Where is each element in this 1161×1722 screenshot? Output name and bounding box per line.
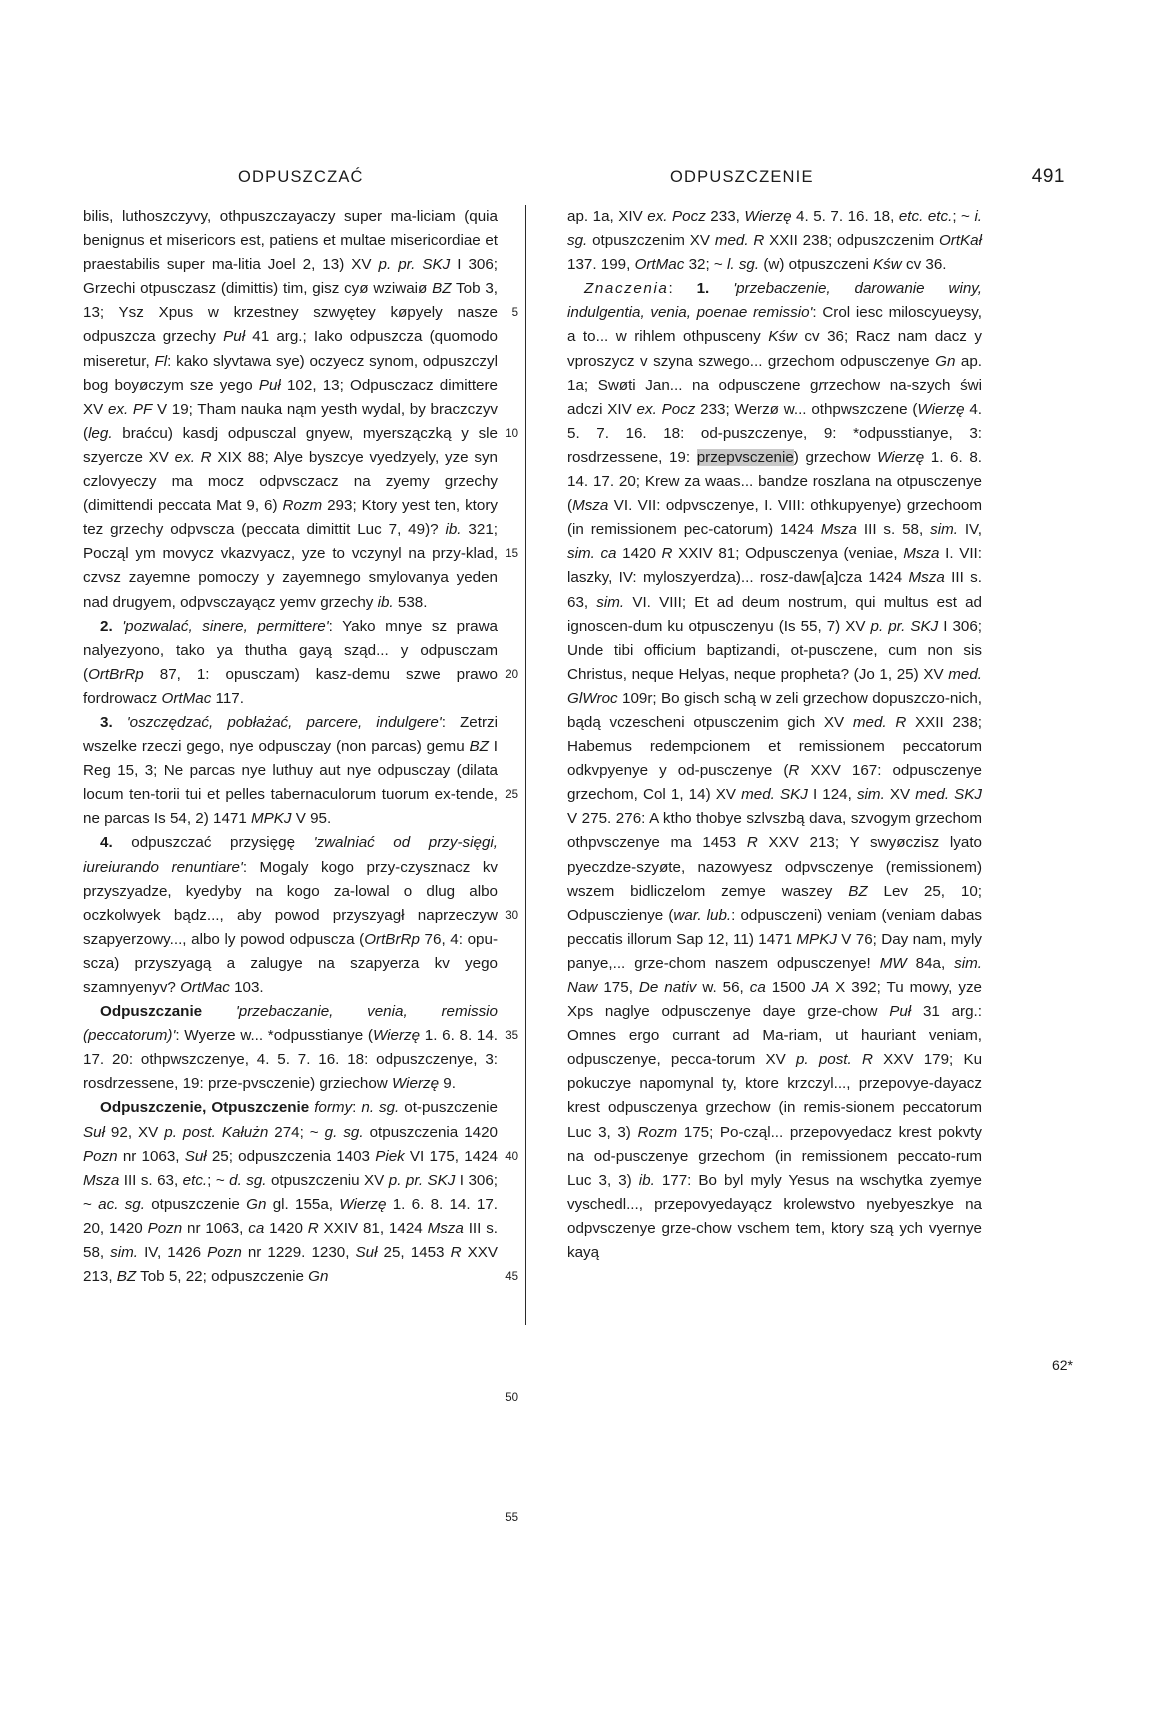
- line-number: 50: [505, 1391, 518, 1404]
- left-text-column: [83, 205, 498, 1289]
- paragraph: bilis, luthoszczyvy, othpuszczayaczy super ma-liciam (quia benignus et misericors est, patiens et multae misericordiae et praestabilis super ma-litia Joel 2, 13) XV p. pr. SKJ I 306; Grzechi otpusczasz (dimittis) tim, gisz cyø wziwaiø BZ Tob 3, 13; Ysz Xpus w krzestney szwyętey køpyely nasze odpuszcza grzechy Puł 41 arg.; Iako odpuszcza (quomodo miseretur, Fl: kako slyvtawa sye) oczyecz synom, odpuszczyl bog boyøczym sze yego Puł 102, 13; Odpusczacz dimittere XV ex. PF V 19; Tham nauka nąm yesth wydal, by braczczyv (leg. braćcu) kasdj odpusczal gnyew, myerszączką y sle szyercze XV ex. R XIX 88; Alye byszcye vyedzyely, yze syn czlovyeczy ma mocz odpvsczacz na zyemy grzechy (dimittendi peccata Mat 9, 6) Rozm 293; Ktory yest ten, ktory tez grzechy odpvscza (peccata dimittit Luc 7, 49)? ib. 321; Począl ym movycz vkazvyacz, yze to vczynyl na przy-klad, czvsz zayemne pomoczy y zayemnego smylovanya yeden nad drugyem, odpvsczayącz yemv grzechy ib. 538.: [83, 208, 499, 611]
- running-head: [90, 168, 1075, 190]
- paragraph: Odpuszczenie, Otpuszczenie formy: n. sg. ot-puszczenie Suł 92, XV p. post. Kałużn 274; ~ g. sg. otpuszczenia 1420 Pozn nr 1063, Suł 25; odpuszczenia 1403 Piek VI 175, 1424 Msza III s. 63, etc.; ~ d. sg. otpuszczeniu XV p. pr. SKJ I 306; ~ ac. sg. otpuszczenie Gn gl. 155a, Wierzę 1. 6. 8. 14. 17. 20, 1420 Pozn nr 1063, ca 1420 R XXIV 81, 1424 Msza III s. 58, sim. IV, 1426 Pozn nr 1229. 1230, Suł 25, 1453 R XXV 213, BZ Tob 5, 22; odpuszczenie Gn: [83, 1099, 499, 1286]
- line-number: 45: [505, 1271, 518, 1284]
- paragraph: Odpuszczanie 'przebaczanie, venia, remissio (peccatorum)': Wyerze w... *odpusstianye (Wierzę 1. 6. 8. 14. 17. 20: othpwszczenye, 4. 5. 7. 16. 18: odpuszczenye, 3: rosdrzessene, 19: prze-pvsczenie) grziechow Wierzę 9.: [83, 1003, 498, 1093]
- paragraph: 4. odpuszczać przysięgę 'zwalniać od przy-sięgi, iureiurando renuntiare': Mogaly kogo przy-czysznacz kv przyszyadze, kyedyby na kogo za-lowal o dlug albo oczkolwyek bądz..., aby powod przyszyagł naprzeczyw szapyerzowy..., albo ly powod odpuscza (OrtBrRp 76, 4: opu-scza) przyszyagą a zalugye na szapyerza kv yego szamnyenyv? OrtMac 103.: [83, 834, 499, 996]
- running-head-left: ODPUSZCZAĆ: [238, 168, 364, 186]
- line-number: 5: [511, 307, 518, 320]
- line-number: 10: [505, 427, 518, 440]
- line-number: 40: [505, 1150, 518, 1163]
- paragraph: Znaczenia: 1. 'przebaczenie, darowanie winy, indulgentia, venia, poenae remissio': Crol iesc miloscyueysy, a to... w rihlem othpusceny Kśw cv 36; Racz nam dacz y vproszycz v szyna szwego... grzechom odpusczenye Gn ap. 1a; Swøti Jan... na odpusczene grrzechow na-szych świ adczi XIV ex. Pocz 233; Werzø w... othpwszczene (Wierzę 4. 5. 7. 16. 18: od-puszczenye, 9: *odpusstianye, 3: rosdrzessene, 19: przepvsczenie) grzechow Wierzę 1. 6. 8. 14. 17. 20; Krew za waas... bandze roszlana na otpusczenye (Msza VI. VII: odpvsczenye, I. VIII: othkupyenye) grzechoom (in remissionem pec-catorum) 1424 Msza III s. 58, sim. IV, sim. ca 1420 R XXIV 81; Odpusczenya (veniae, Msza I. VII: laszky, IV: myloszyerdza)... rosz-daw[a]cza 1424 Msza III s. 63, sim. VI. VIII; Et ad deum nostrum, qui multus est ad ignoscen-dum ku otpusczenyu (Is 55, 7) XV p. pr. SKJ I 306; Unde tibi officium baptizandi, ot-pusczene, cum non sis Christus, neque Helyas, neque propheta? (Jo 1, 25) XV med. GlWroc 109r; Bo gisch schą w zeli grzechow dopuszczo-nich, bądą vczescheni otpusczenim gich XV med. R XXII 238; Habemus redempcionem et remissionem peccatorum odkvpyenye y od-pusczenye (R XXV 167: odpusczenye grzechom, Col 1, 14) XV med. SKJ I 124, sim. XV med. SKJ V 275. 276: A ktho thobye szlvszbą dava, szvogym grzechom othpvsczenye ma 1453 R XXV 213; Y swyøczisz lyato pyeczdze-szyøte, nazowyesz odpvsczenye (remissionem) wszem bidliczelom zemye waszey BZ Lev 25, 10; Odpusczienye (war. lub.: odpusczeni) veniam (veniam dabas peccatis illorum Sap 12, 11) 1471 MPKJ V 76; Day nam, myly panye,... grze-chom naszem odpusczenye! MW 84a, sim. Naw 175, De nativ w. 56, ca 1500 JA X 392; Tu mowy, yze Xps naglye odpusczenye daye grze-chow Puł 31 arg.: Omnes ergo currant ad Ma-riam, ut hauriant veniam, odpusczenye, pecca-torum XV p. post. R XXV 179; Ku pokuczye napomynal ty, ktore krzczyl..., przepovye-dayacz krest odpusczenya grzechow (in remis-sionem peccatorum Luc 3, 3) Rozm 175; Po-cząl... przepovyedacz krest pokvty na od-pusczenye grzechom (in remissionem peccato-rum Luc 3, 3) ib. 177: Bo byl myly Yesus na wschytka zyemye vyschedl..., przepovyedayącz krolewstvo nyebyeszkye na odpvsczenye grze-chow vschem tem, ktory szą ych vyernye kayą: [567, 280, 983, 1262]
- line-number: 20: [505, 668, 518, 681]
- paragraph: 3. 'oszczędzać, pobłażać, parcere, indulgere': Zetrzi wszelke rzeczi gego, nye odpusczay (non parcas) gemu BZ I Reg 15, 3; Ne parcas nye luthuy aut nye odpusczay (dilata locum ten-torii tui et pelles tabernaculorum tuorum ex-tende, ne parcas Is 54, 2) 1471 MPKJ V 95.: [83, 713, 498, 828]
- page-number: 491: [1031, 166, 1065, 187]
- paragraph: ap. 1a, XIV ex. Pocz 233, Wierzę 4. 5. 7. 16. 18, etc. etc.; ~ i. sg. otpuszczenim XV med. R XXII 238; odpuszczenim OrtKał 137. 199, OrtMac 32; ~ l. sg. (w) otpuszczeni Kśw cv 36.: [567, 208, 983, 274]
- right-text-column: [567, 205, 982, 1265]
- line-number: 55: [505, 1512, 518, 1525]
- running-head-center: ODPUSZCZENIE: [670, 168, 814, 186]
- line-number-gutter: [496, 205, 518, 1530]
- line-number: 35: [505, 1030, 518, 1043]
- paragraph: 2. 'pozwalać, sinere, permittere': Yako mnye sz prawa nalyezyono, tako ya thutha gayą sząd... y odpusczam (OrtBrRp 87, 1: opusczam) kasz-demu szwe prawo fordrowacz OrtMac 117.: [83, 617, 498, 707]
- line-number: 30: [505, 909, 518, 922]
- signature-mark: 62*: [1051, 1357, 1073, 1373]
- column-divider: [525, 205, 526, 1325]
- line-number: 25: [505, 789, 518, 802]
- line-number: 15: [505, 548, 518, 561]
